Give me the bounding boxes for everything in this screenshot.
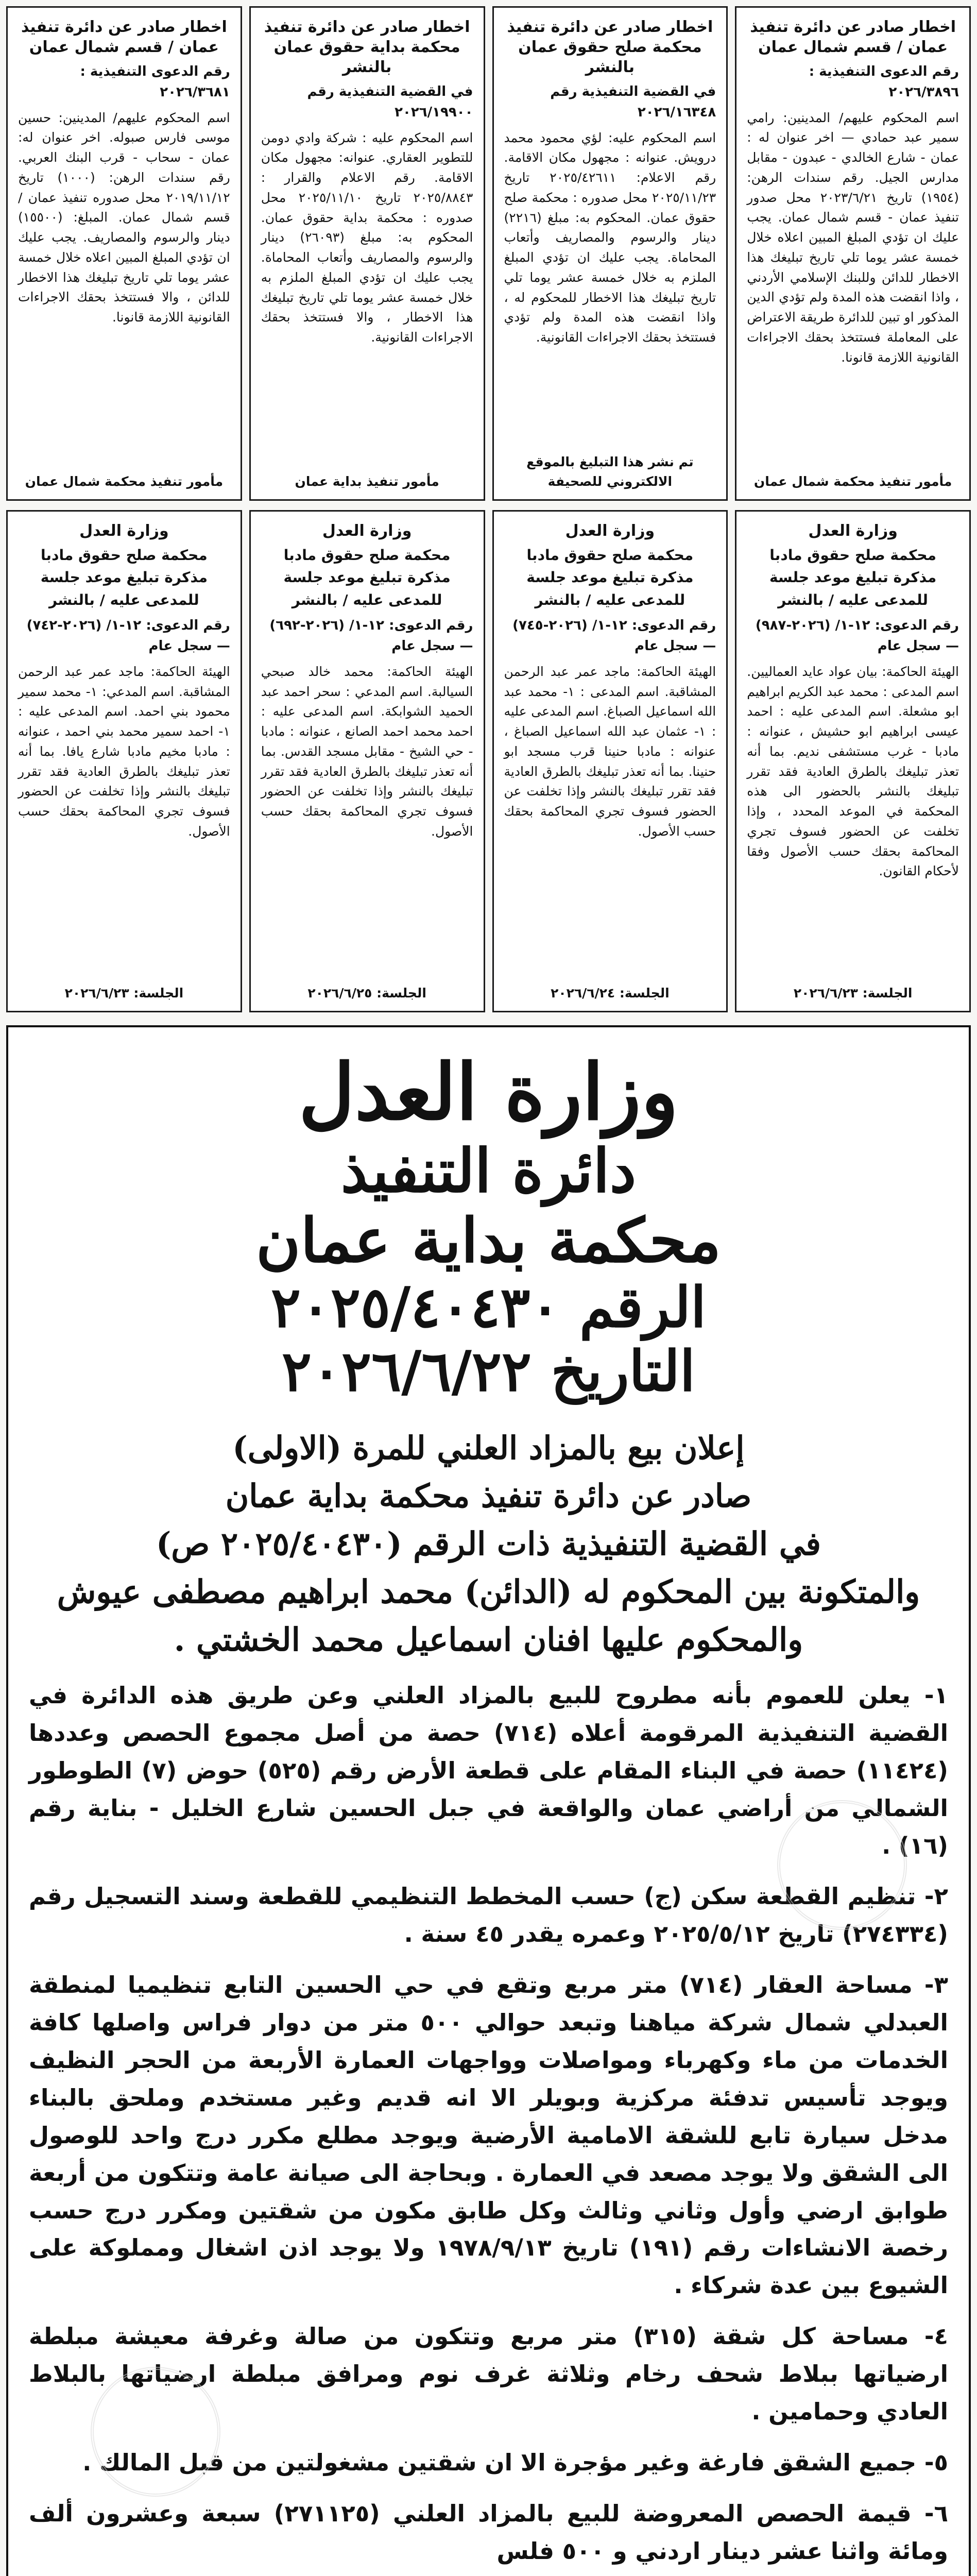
notice-header: اخطار صادر عن دائرة تنفيذ عمان / قسم شمال عمان [21,18,227,56]
notice-1-4 [6,6,242,501]
announcement-line: والمحكوم عليها افنان اسماعيل محمد الخشتي . [174,1620,803,1658]
auction-paragraph-3: ٣- مساحة العقار (٧١٤) متر مربع وتقع في حي الحسين التابع تنظيميا لمنطقة العبدلي شمال شركة مياهنا وتبعد حوالي ٥٠٠ متر من دوار فراس واصلها كافة الخدمات من ماء وكهرباء ومواصلات وواجهات العمارة الأربعة من الحجر النظيف ويوجد تأسيس تدفئة مركزية وبويلر الا انه قديم وغير مستخدم وملحق بالبناء مدخل سيارة تابع للشقة الامامية الأرضية ويوجد مطلع مكرر درج واحد للوصول الى الشقق ولا يوجد مصعد في العمارة . وبحاجة الى صيانة عامة وتتكون من أربعة طوابق ارضي وأول وثاني وثالث وكل طابق مكون من شقتين ومكرر درج حسب رخصة الانشاءات رقم (١٩١) تاريخ ١٩٧٨/٩/١٣ ولا يوجد اذن اشغال ومملوكة على الشيوع بين عدة شركاء . [29,1971,949,2299]
watermark-seal [91,2367,220,2497]
notice-body: الهيئة الحاكمة: ماجد عمر عبد الرحمن المشاقبة. اسم المدعى : ١- محمد عبد الله اسماعيل الصباغ. اسم المدعى عليه : ١- عثمان عبد الله اسماعيل الصباغ ، عنوانه : مادبا حنينا قرب مسجد ابو حنينا. بما أنه تعذر تبليغك بالطرق العادية فقد تقرر تبليغك بالنشر وإذا تخلفت عن الحضور فسوف تجري المحاكمة بحقك حسب الأصول. [504,664,716,839]
notice-2-4 [6,510,242,1012]
auction-notice [6,1025,971,2576]
notice-title: محكمة صلح حقوق مادبا مذكرة تبليغ موعد جلسة للمدعى عليه / بالنشر [769,547,937,608]
notice-title: محكمة صلح حقوق مادبا مذكرة تبليغ موعد جلسة للمدعى عليه / بالنشر [283,547,451,608]
notice-2-2 [492,510,728,1012]
notice-1-1 [735,6,971,501]
notice-case: رقم الدعوى: ١٢-١/ (٢٠٢٦-٧٤٢) — سجل عام [26,618,230,654]
notice-title: محكمة صلح حقوق مادبا مذكرة تبليغ موعد جلسة للمدعى عليه / بالنشر [526,547,694,608]
announcement-heading [29,1424,948,1664]
notice-case: رقم الدعوى: ١٢-١/ (٢٠٢٦-٦٩٢) — سجل عام [269,618,473,654]
notice-case: في القضية التنفيذية رقم ٢٠٢٦/١٦٣٤٨ [550,84,716,121]
ministry-title: وزارة العدل [298,1047,679,1138]
notice-header: اخطار صادر عن دائرة تنفيذ محكمة صلح حقوق عمان بالنشر [507,18,713,76]
auction-paragraph-1: ١- يعلن للعموم بأنه مطروح للبيع بالمزاد العلني وعن طريق هذه الدائرة في القضية التنفيذية المرقومة أعلاه (٧١٤) حصة من أصل مجموع الحصص وعددها (١١٤٢٤) حصة في البناء المقام على قطعة الأرض رقم (٥٢٥) حوض (٧) الطوطور الشمالي من أراضي عمان والواقعة في جبل الحسين شارع الخليل - بناية رقم (١٦) . [29,1681,948,1859]
notice-body: اسم المحكوم عليهم/ المدينين: رامي سمير عبد حمادي — اخر عنوان له : عمان - شارع الخالدي - عبدون - مقابل مدارس الجيل. رقم سندات الرهن: (١٩٥٤) تاريخ ٢٠٢٣/٦/٢١ محل صدور تنفيذ عمان - قسم شمال عمان. يجب عليك ان تؤدي المبلغ المبين اعلاه خلال خمسة عشر يوما تلي تاريخ تبليغك هذا الاخطار للدائن وللبنك الإسلامي الأردني ، واذا انقضت هذه المدة ولم تؤدي الدين المذكور او تبين للدائرة طريقة الاعتراض على المعاملة فستتخذ بحقك الاجراءات القانونية اللازمة قانونا. [747,110,959,365]
notice-1-2 [492,6,728,501]
notices-row-2 [6,510,971,1012]
notice-header: اخطار صادر عن دائرة تنفيذ محكمة بداية حقوق عمان بالنشر [264,18,470,76]
reference-number: الرقم ٢٠٢٥/٤٠٤٣٠ [270,1275,707,1340]
announcement-line: صادر عن دائرة تنفيذ محكمة بداية عمان [225,1477,752,1515]
announcement-line: في القضية التنفيذية ذات الرقم (٢٠٢٥/٤٠٤٣٠ ص) [156,1524,821,1563]
notice-body: الهيئة الحاكمة: ماجد عمر عبد الرحمن المشاقبة. اسم المدعي: ١- محمد سمير محمود بني احمد. اسم المدعى عليه : ١- احمد سمير محمد بني احمد ، عنوانه : مادبا مخيم مادبا شارع يافا. بما أنه تعذر تبليغك بالطرق العادية فقد تقرر تبليغك بالنشر وإذا تخلفت عن الحضور فسوف تجري المحاكمة بحقك حسب الأصول. [18,664,230,839]
notice-body: الهيئة الحاكمة: بيان عواد عايد العماليين. اسم المدعى : محمد عبد الكريم ابراهيم ابو مشعلة. اسم المدعى عليه : احمد عيسى ابراهيم ابو حشيش ، عنوانه : مادبا - غرب مستشفى نديم. بما أنه تعذر تبليغك بالطرق العادية فقد تقرر تبليغك بالنشر بالحضور الى هذه المحكمة في الموعد المحدد ، وإذا تخلفت عن الحضور فسوف تجري المحاكمة بحقك حسب الأصول وفقا لأحكام القانون. [747,664,959,879]
notice-2-1 [735,510,971,1012]
announcement-line: والمتكونة بين المحكوم له (الدائن) محمد ابراهيم مصطفى عيوش [57,1572,920,1611]
auction-paragraph-5: ٥- جميع الشقق فارغة وغير مؤجرة الا ان شقتين مشغولتين من قبل المالك . [82,2448,948,2476]
notice-body: اسم المحكوم عليهم/ المدينين: حسين موسى فارس صبوله. اخر عنوان له: عمان - سحاب - قرب البنك العربي. رقم سندات الرهن: (١٠٠٠) تاريخ ٢٠١٩/١١/١٢ محل صدوره تنفيذ عمان / قسم شمال عمان. المبلغ: (١٥٥٠٠) دينار والرسوم والمصاريف. يجب عليك ان تؤدي المبلغ المبين اعلاه خلال خمسة عشر يوما تلي تاريخ تبليغك هذا الاخطار للدائن ، والا فستتخذ بحقك الاجراءات القانونية اللازمة قانونا. [18,110,230,325]
notice-header: وزارة العدل [808,522,898,540]
notice-footer: مأمور تنفيذ محكمة شمال عمان [25,474,224,489]
announcement-line: إعلان بيع بالمزاد العلني للمرة (الاولى) [232,1429,745,1467]
notice-2-3 [249,510,485,1012]
department-title: دائرة التنفيذ [340,1136,637,1206]
notice-footer: الجلسة: ٢٠٢٦/٦/٢٥ [307,986,426,1001]
watermark-seal [777,1800,907,1930]
notice-case: رقم الدعوى: ١٢-١/ (٢٠٢٦-٧٤٥) — سجل عام [512,618,716,654]
notice-1-3 [249,6,485,501]
court-title: محكمة بداية عمان [255,1204,722,1276]
auction-paragraph-6: ٦- قيمة الحصص المعروضة للبيع بالمزاد العلني (٢٧١١٢٥) سبعة وعشرون ألف ومائة واثنا عشر دينار اردني و ٥٠٠ فلس [29,2499,948,2565]
notice-header: وزارة العدل [322,522,412,540]
notice-header: وزارة العدل [565,522,655,540]
auction-paragraph-4: ٤- مساحة كل شقة (٣١٥) متر مربع وتتكون من صالة وغرفة معيشة مبلطة ارضياتها ببلاط شحف رخام وثلاثة غرف نوم ومرافق مبلطة ارضياتها بالبلاط العادي وحمامين . [29,2323,948,2425]
notice-footer: الجلسة: ٢٠٢٦/٦/٢٣ [793,986,913,1001]
notice-body: اسم المحكوم عليه: لؤي محمود محمد درويش. عنوانه : مجهول مكان الاقامة. رقم الاعلام: ٢٠٢٥/٤٢٦١١ تاريخ ٢٠٢٥/١١/٢٣ محل صدوره : محكمة صلح حقوق عمان. المحكوم به: مبلغ (٢٢١٦) دينار والرسوم والمصاريف وأتعاب المحاماة. يجب عليك ان تؤدي المبلغ الملزم به خلال خمسة عشر يوما تلي تاريخ تبليغك هذا الاخطار للمحكوم له ، واذا انقضت هذه المدة ولم تؤدي فستتخذ بحقك الاجراءات القانونية. [504,130,716,345]
notice-date: التاريخ ٢٠٢٦/٦/٢٢ [282,1338,695,1404]
notice-case: رقم الدعوى التنفيذية : ٢٠٢٦/٣٨٩٦ [809,64,959,100]
notice-footer: الجلسة: ٢٠٢٦/٦/٢٤ [551,986,670,1001]
notice-case: رقم الدعوى: ١٢-١/ (٢٠٢٦-٩٨٧) — سجل عام [755,618,959,654]
notice-footer: مأمور تنفيذ بداية عمان [295,474,439,489]
notice-body: اسم المحكوم عليه : شركة وادي دومن للتطوير العقاري. عنوانه: مجهول مكان الاقامة. رقم الاعلام والقرار : ٢٠٢٥/٨٨٤٣ تاريخ ٢٠٢٥/١١/١٠ محل صدوره : محكمة بداية حقوق عمان. المحكوم به: مبلغ (٢٦٠٩٣) دينار والرسوم والمصاريف وأتعاب المحاماة. يجب عليك ان تؤدي المبلغ الملزم به خلال خمسة عشر يوما تلي تاريخ تبليغك هذا الاخطار ، والا فستتخذ بحقك الاجراءات القانونية. [261,130,473,345]
notice-footer: تم نشر هذا التبليغ بالموقع الالكتروني للصحيفة [526,454,694,489]
notice-header: اخطار صادر عن دائرة تنفيذ عمان / قسم شمال عمان [750,18,956,56]
notice-title: محكمة صلح حقوق مادبا مذكرة تبليغ موعد جلسة للمدعى عليه / بالنشر [40,547,208,608]
auction-paragraph-2: ٢- تنظيم القطعة سكن (ج) حسب المخطط التنظيمي للقطعة وسند التسجيل رقم (٢٧٤٣٣٤) تاريخ ٢٠٢٥/٥/١٢ وعمره يقدر ٤٥ سنة . [29,1883,948,1948]
notice-footer: مأمور تنفيذ محكمة شمال عمان [753,474,952,489]
notice-case: رقم الدعوى التنفيذية : ٢٠٢٦/٣٦٨١ [80,64,230,100]
notices-row-1 [6,6,971,501]
notice-header: وزارة العدل [79,522,169,540]
notice-body: الهيئة الحاكمة: محمد خالد صبحي السيالبة. اسم المدعي : سحر احمد عبد الحميد الشوابكة. اسم المدعى عليه : احمد محمد احمد الصانع ، عنوانه : مادبا - حي الشيخ - مقابل مسجد القدس. بما أنه تعذر تبليغك بالطرق العادية فقد تقرر تبليغك بالنشر وإذا تخلفت عن الحضور فسوف تجري المحاكمة بحقك حسب الأصول. [261,664,473,839]
notice-footer: الجلسة: ٢٠٢٦/٦/٢٣ [64,986,184,1001]
notice-case: في القضية التنفيذية رقم ٢٠٢٦/١٩٩٠٠ [307,84,473,121]
